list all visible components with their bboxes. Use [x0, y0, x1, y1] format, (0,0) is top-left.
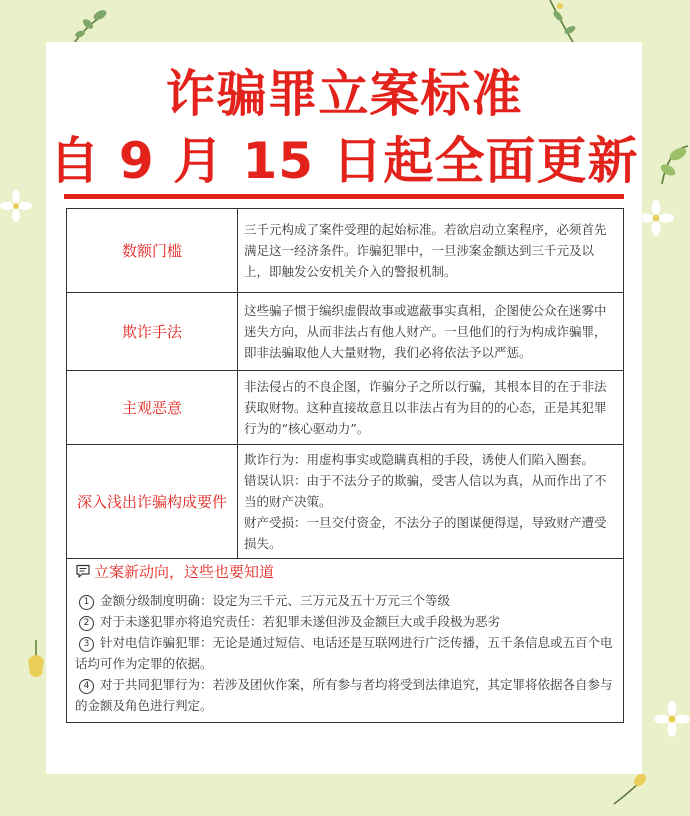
- row-text: 错误认识：由于不法分子的欺骗，受害人信以为真，从而作出了不当的财产决策。: [244, 473, 607, 509]
- item-text: 金额分级制度明确：设定为三千元、三万元及五十万元三个等级: [100, 593, 451, 608]
- criteria-table: [66, 208, 624, 559]
- flower-decoration: [654, 700, 690, 740]
- list-item: [75, 611, 615, 632]
- page-subtitle: 自 9 月 15 日起全面更新: [49, 132, 639, 190]
- flower-decoration: [0, 190, 32, 222]
- row-label: 数额门槛: [67, 209, 238, 293]
- leaf-decoration: [652, 140, 690, 190]
- row-text: 三千元构成了案件受理的起始标准。若欲启动立案程序，必须首先满足这一经济条件。诈骗犯罪中，一旦涉案金额达到三千元及以上，即触发公安机关介入的警报机制。: [244, 222, 607, 279]
- item-number: 4: [79, 679, 94, 694]
- row-label: 深入浅出诈骗构成要件: [67, 445, 238, 559]
- notes-box: [66, 548, 624, 723]
- item-number: 2: [79, 616, 94, 631]
- notes-heading: [75, 558, 615, 584]
- item-text: 针对电信诈骗犯罪：无论是通过短信、电话还是互联网进行广泛传播，五千条信息或五百个电话均可作为定罪的依据。: [75, 635, 613, 671]
- item-text: 对于未遂犯罪亦将追究责任：若犯罪未遂但涉及金额巨大或手段极为恶劣: [100, 614, 501, 629]
- row-content: [238, 293, 624, 371]
- row-text: 这些骗子惯于编织虚假故事或遮蔽事实真相，企图使公众在迷雾中迷失方向，从而非法占有他人财产。一旦他们的行为构成诈骗罪，即非法骗取他人大量财物，我们必将依法予以严惩。: [244, 303, 607, 360]
- item-number: 1: [79, 595, 94, 610]
- poster-card: [46, 42, 642, 774]
- bell-flower-decoration: [24, 640, 48, 684]
- table-row: [67, 371, 624, 445]
- comment-icon: [75, 563, 91, 579]
- list-item: [75, 590, 615, 611]
- row-content: [238, 371, 624, 445]
- row-label: 主观恶意: [67, 371, 238, 445]
- table-row: [67, 445, 624, 559]
- row-label: 欺诈手法: [67, 293, 238, 371]
- item-number: 3: [79, 637, 94, 652]
- title-divider: [64, 194, 624, 199]
- row-content: [238, 445, 624, 559]
- row-text: 欺诈行为：用虚构事实或隐瞒真相的手段，诱使人们陷入圈套。: [244, 452, 595, 467]
- branch-decoration: [530, 0, 590, 46]
- item-text: 对于共同犯罪行为：若涉及团伙作案，所有参与者均将受到法律追究，其定罪将依据各自参与的金额及角色进行判定。: [75, 677, 613, 713]
- list-item: [75, 632, 615, 674]
- table-row: [67, 293, 624, 371]
- row-content: [238, 209, 624, 293]
- page-title: 诈骗罪立案标准: [165, 65, 523, 123]
- flower-decoration: [638, 200, 674, 236]
- list-item: [75, 674, 615, 716]
- notes-heading-text: 立案新动向，这些也要知道: [94, 562, 275, 581]
- row-text: 财产受损：一旦交付资金，不法分子的图谋便得逞，导致财产遭受损失。: [244, 515, 607, 551]
- row-text: 非法侵占的不良企图，诈骗分子之所以行骗，其根本目的在于非法获取财物。这种直接故意且以非法占有为目的的心态，正是其犯罪行为的“核心驱动力”。: [244, 379, 607, 436]
- table-row: [67, 209, 624, 293]
